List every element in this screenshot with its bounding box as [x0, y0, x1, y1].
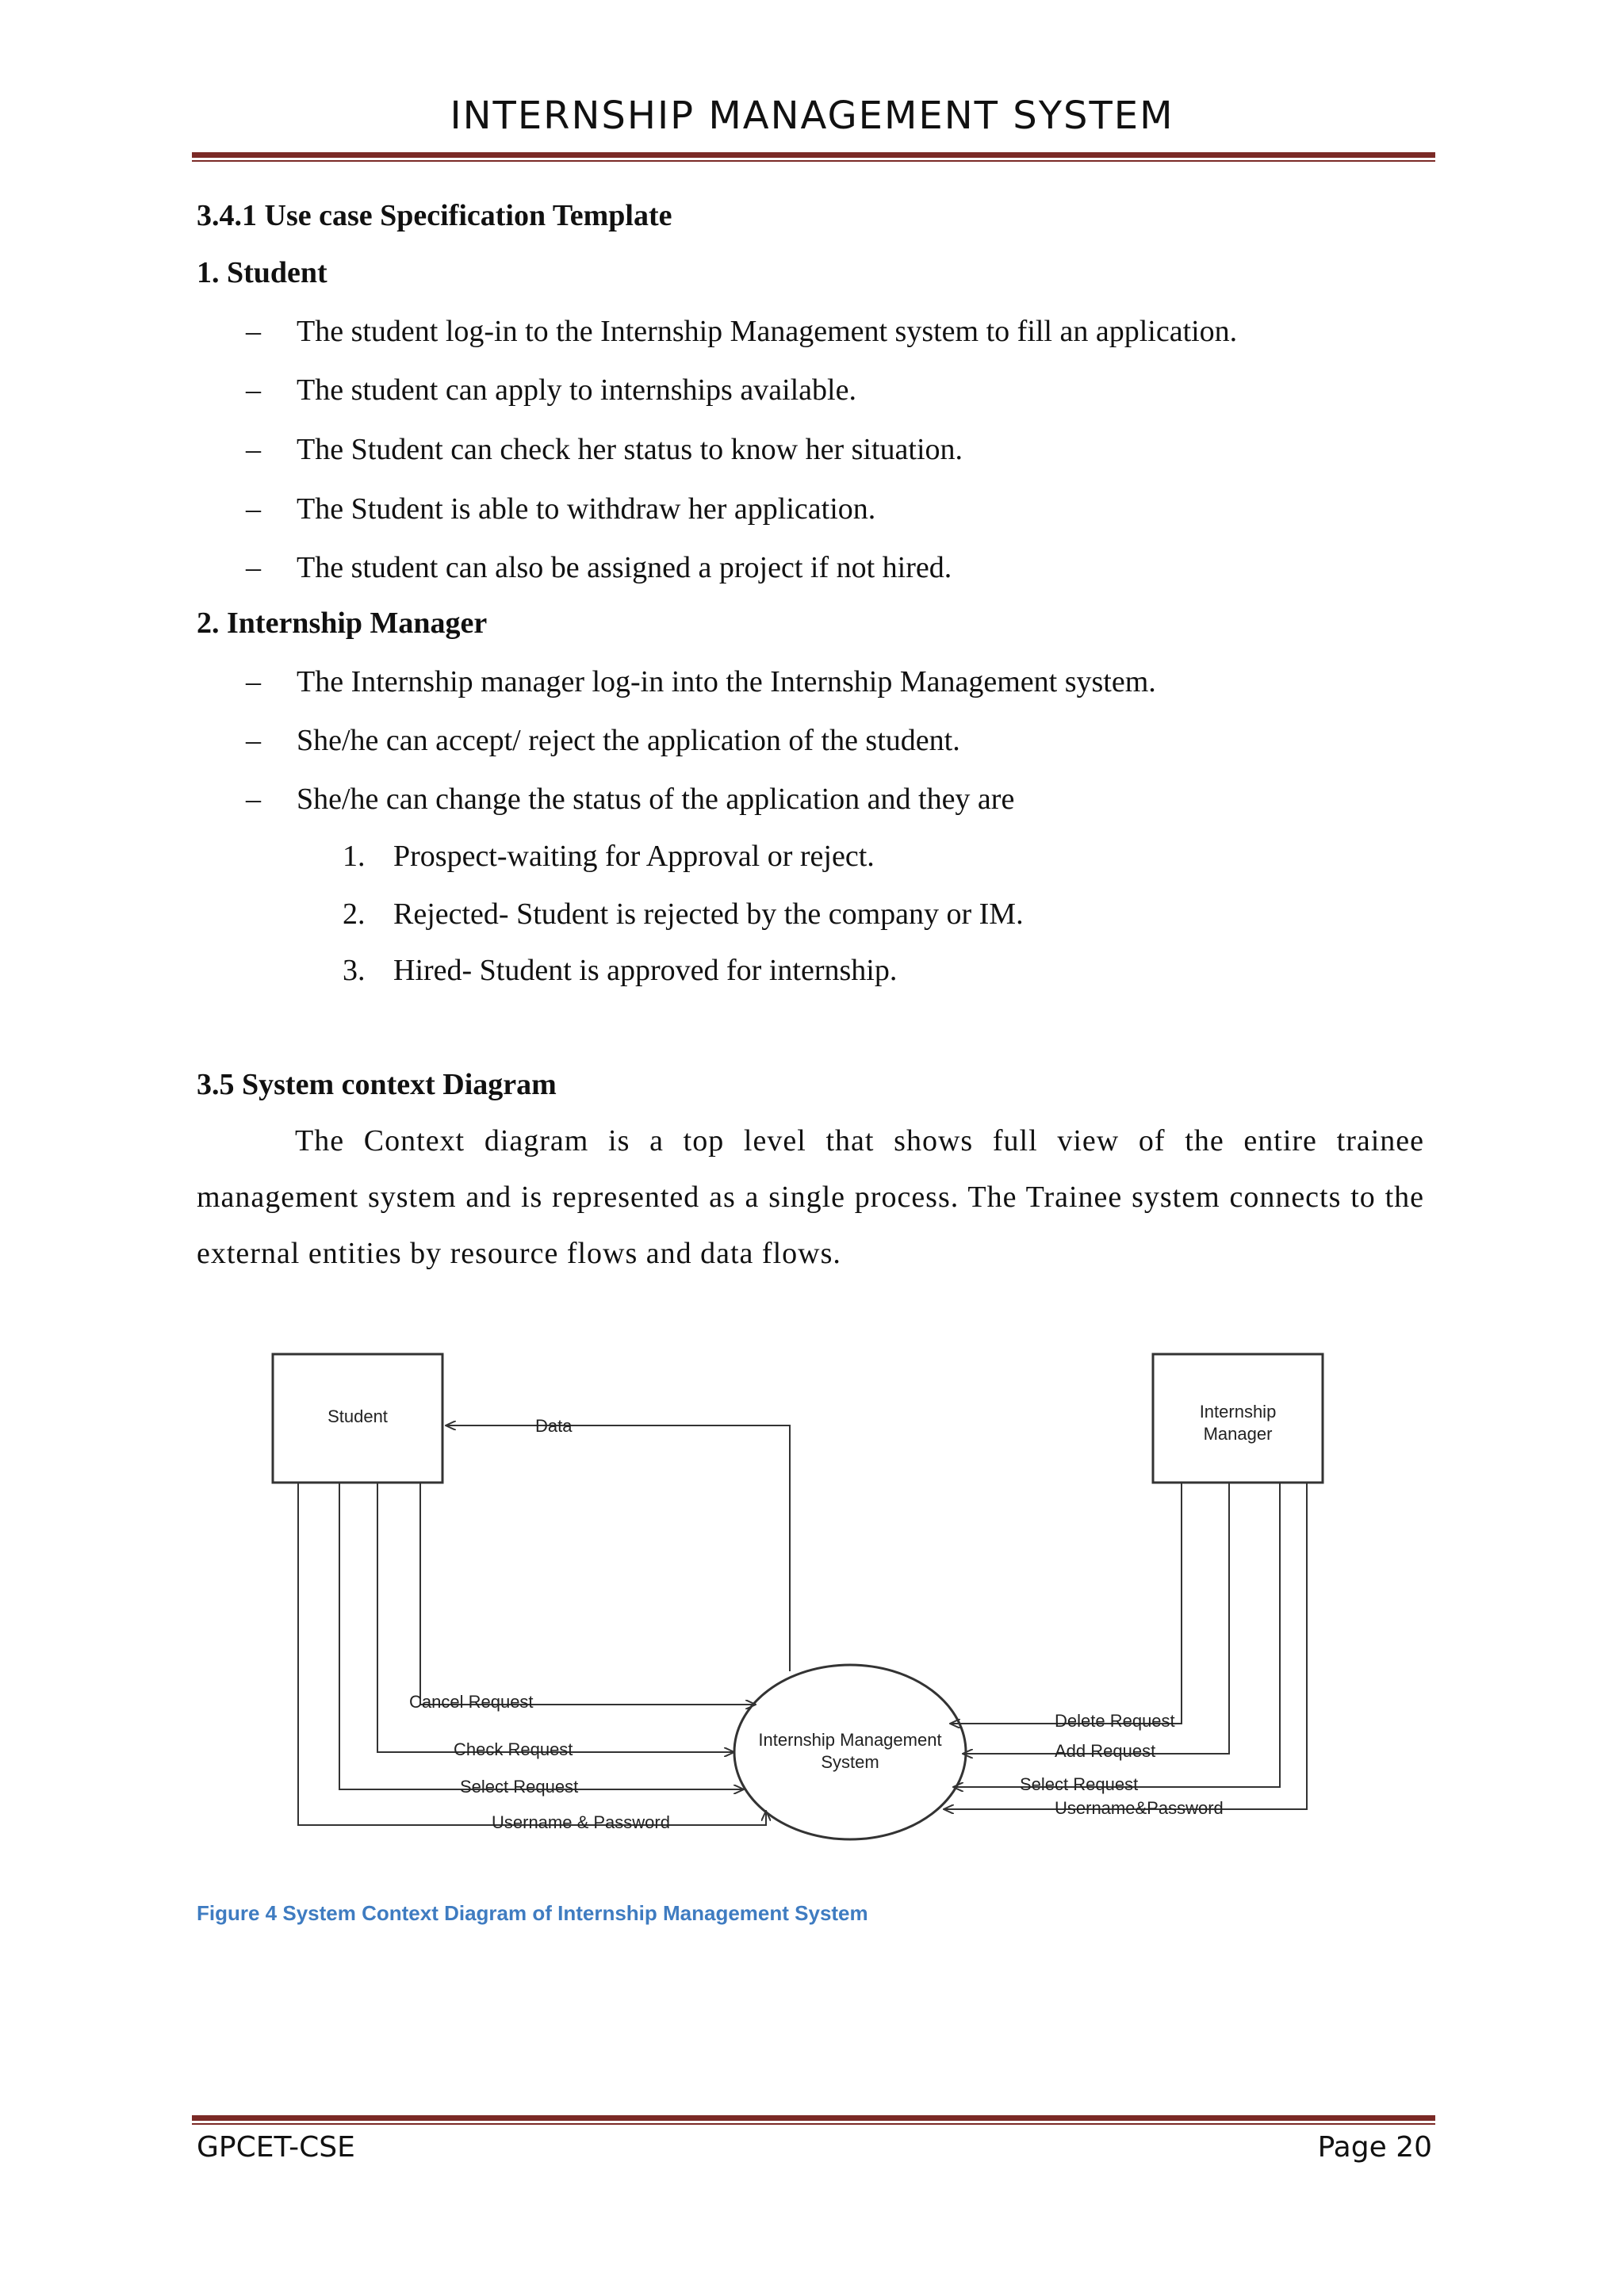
student-bullet-3 — [246, 432, 963, 469]
student-flow-lines — [298, 1483, 766, 1825]
bullet-text: The Internship manager log-in into the Internship Management system. — [297, 665, 1156, 698]
process-label-2: System — [821, 1752, 879, 1772]
bullet-text: The student can apply to internships available. — [297, 373, 856, 407]
bullet-text: She/he can accept/ reject the application of the student. — [297, 724, 960, 757]
bullet-dash: – — [246, 783, 261, 816]
context-paragraph — [197, 1113, 1424, 1282]
data-flow-line — [446, 1425, 790, 1671]
status-item-1 — [343, 839, 875, 875]
process-label-1: Internship Management — [758, 1730, 942, 1750]
bullet-dash: – — [246, 492, 261, 526]
manager-bullet-1 — [246, 664, 1156, 701]
manager-entity-label-1: Internship — [1199, 1402, 1277, 1422]
status-text: Prospect-waiting for Approval or reject. — [393, 840, 875, 873]
figure-caption: Figure 4 System Context Diagram of Internship Management System — [197, 1901, 868, 1925]
student-bullet-5 — [246, 550, 952, 587]
student-bullet-1 — [246, 314, 1237, 350]
delete-request-label: Delete Request — [1055, 1711, 1175, 1731]
paragraph-text: The Context diagram is a top level that shows full view of the entire trainee management system and is represented as a single process. The Trainee system connects to the external entities by resource flows and data flows. — [197, 1124, 1424, 1270]
manager-username-password-label: Username&Password — [1055, 1798, 1224, 1818]
status-text: Rejected- Student is rejected by the company or IM. — [393, 897, 1024, 931]
manager-heading: 2. Internship Manager — [197, 607, 488, 640]
student-bullet-4 — [246, 492, 875, 528]
manager-select-request-label: Select Request — [1020, 1774, 1139, 1794]
manager-entity-label-2: Manager — [1203, 1424, 1273, 1444]
bullet-text: The Student can check her status to know her situation. — [297, 433, 963, 466]
bullet-dash: – — [246, 665, 261, 698]
manager-bullet-2 — [246, 723, 960, 760]
bullet-text: The student log-in to the Internship Management system to fill an application. — [297, 315, 1238, 348]
student-username-password-label: Username & Password — [492, 1812, 670, 1832]
status-item-2 — [343, 897, 1024, 933]
page-header-title: INTERNSHIP MANAGEMENT SYSTEM — [450, 94, 1174, 138]
data-flow-label: Data — [535, 1416, 573, 1436]
bullet-dash: – — [246, 724, 261, 757]
bullet-dash: – — [246, 373, 261, 407]
student-heading: 1. Student — [197, 256, 327, 289]
student-entity-label: Student — [327, 1406, 388, 1426]
status-text: Hired- Student is approved for internship. — [393, 954, 898, 987]
status-number: 1. — [343, 840, 366, 873]
bullet-text: She/he can change the status of the application and they are — [297, 783, 1015, 816]
section-341-heading: 3.4.1 Use case Specification Template — [197, 199, 672, 232]
section-35-heading: 3.5 System context Diagram — [197, 1068, 557, 1101]
status-number: 3. — [343, 954, 366, 987]
status-item-3 — [343, 953, 897, 989]
cancel-request-label: Cancel Request — [409, 1692, 534, 1712]
manager-bullet-3 — [246, 782, 1014, 818]
bullet-text: The Student is able to withdraw her application. — [297, 492, 876, 526]
add-request-label: Add Request — [1055, 1741, 1156, 1761]
student-select-request-label: Select Request — [460, 1777, 579, 1797]
check-request-label: Check Request — [454, 1739, 573, 1759]
system-context-diagram — [262, 1340, 1348, 1855]
bullet-dash: – — [246, 551, 261, 584]
student-bullet-2 — [246, 373, 856, 409]
footer-rule — [192, 2115, 1435, 2125]
bullet-dash: – — [246, 315, 261, 348]
footer-page-number: Page 20 — [1317, 2131, 1432, 2164]
header-rule — [192, 152, 1435, 162]
bullet-dash: – — [246, 433, 261, 466]
status-number: 2. — [343, 897, 366, 931]
footer-institution: GPCET-CSE — [197, 2131, 355, 2164]
bullet-text: The student can also be assigned a project if not hired. — [297, 551, 952, 584]
